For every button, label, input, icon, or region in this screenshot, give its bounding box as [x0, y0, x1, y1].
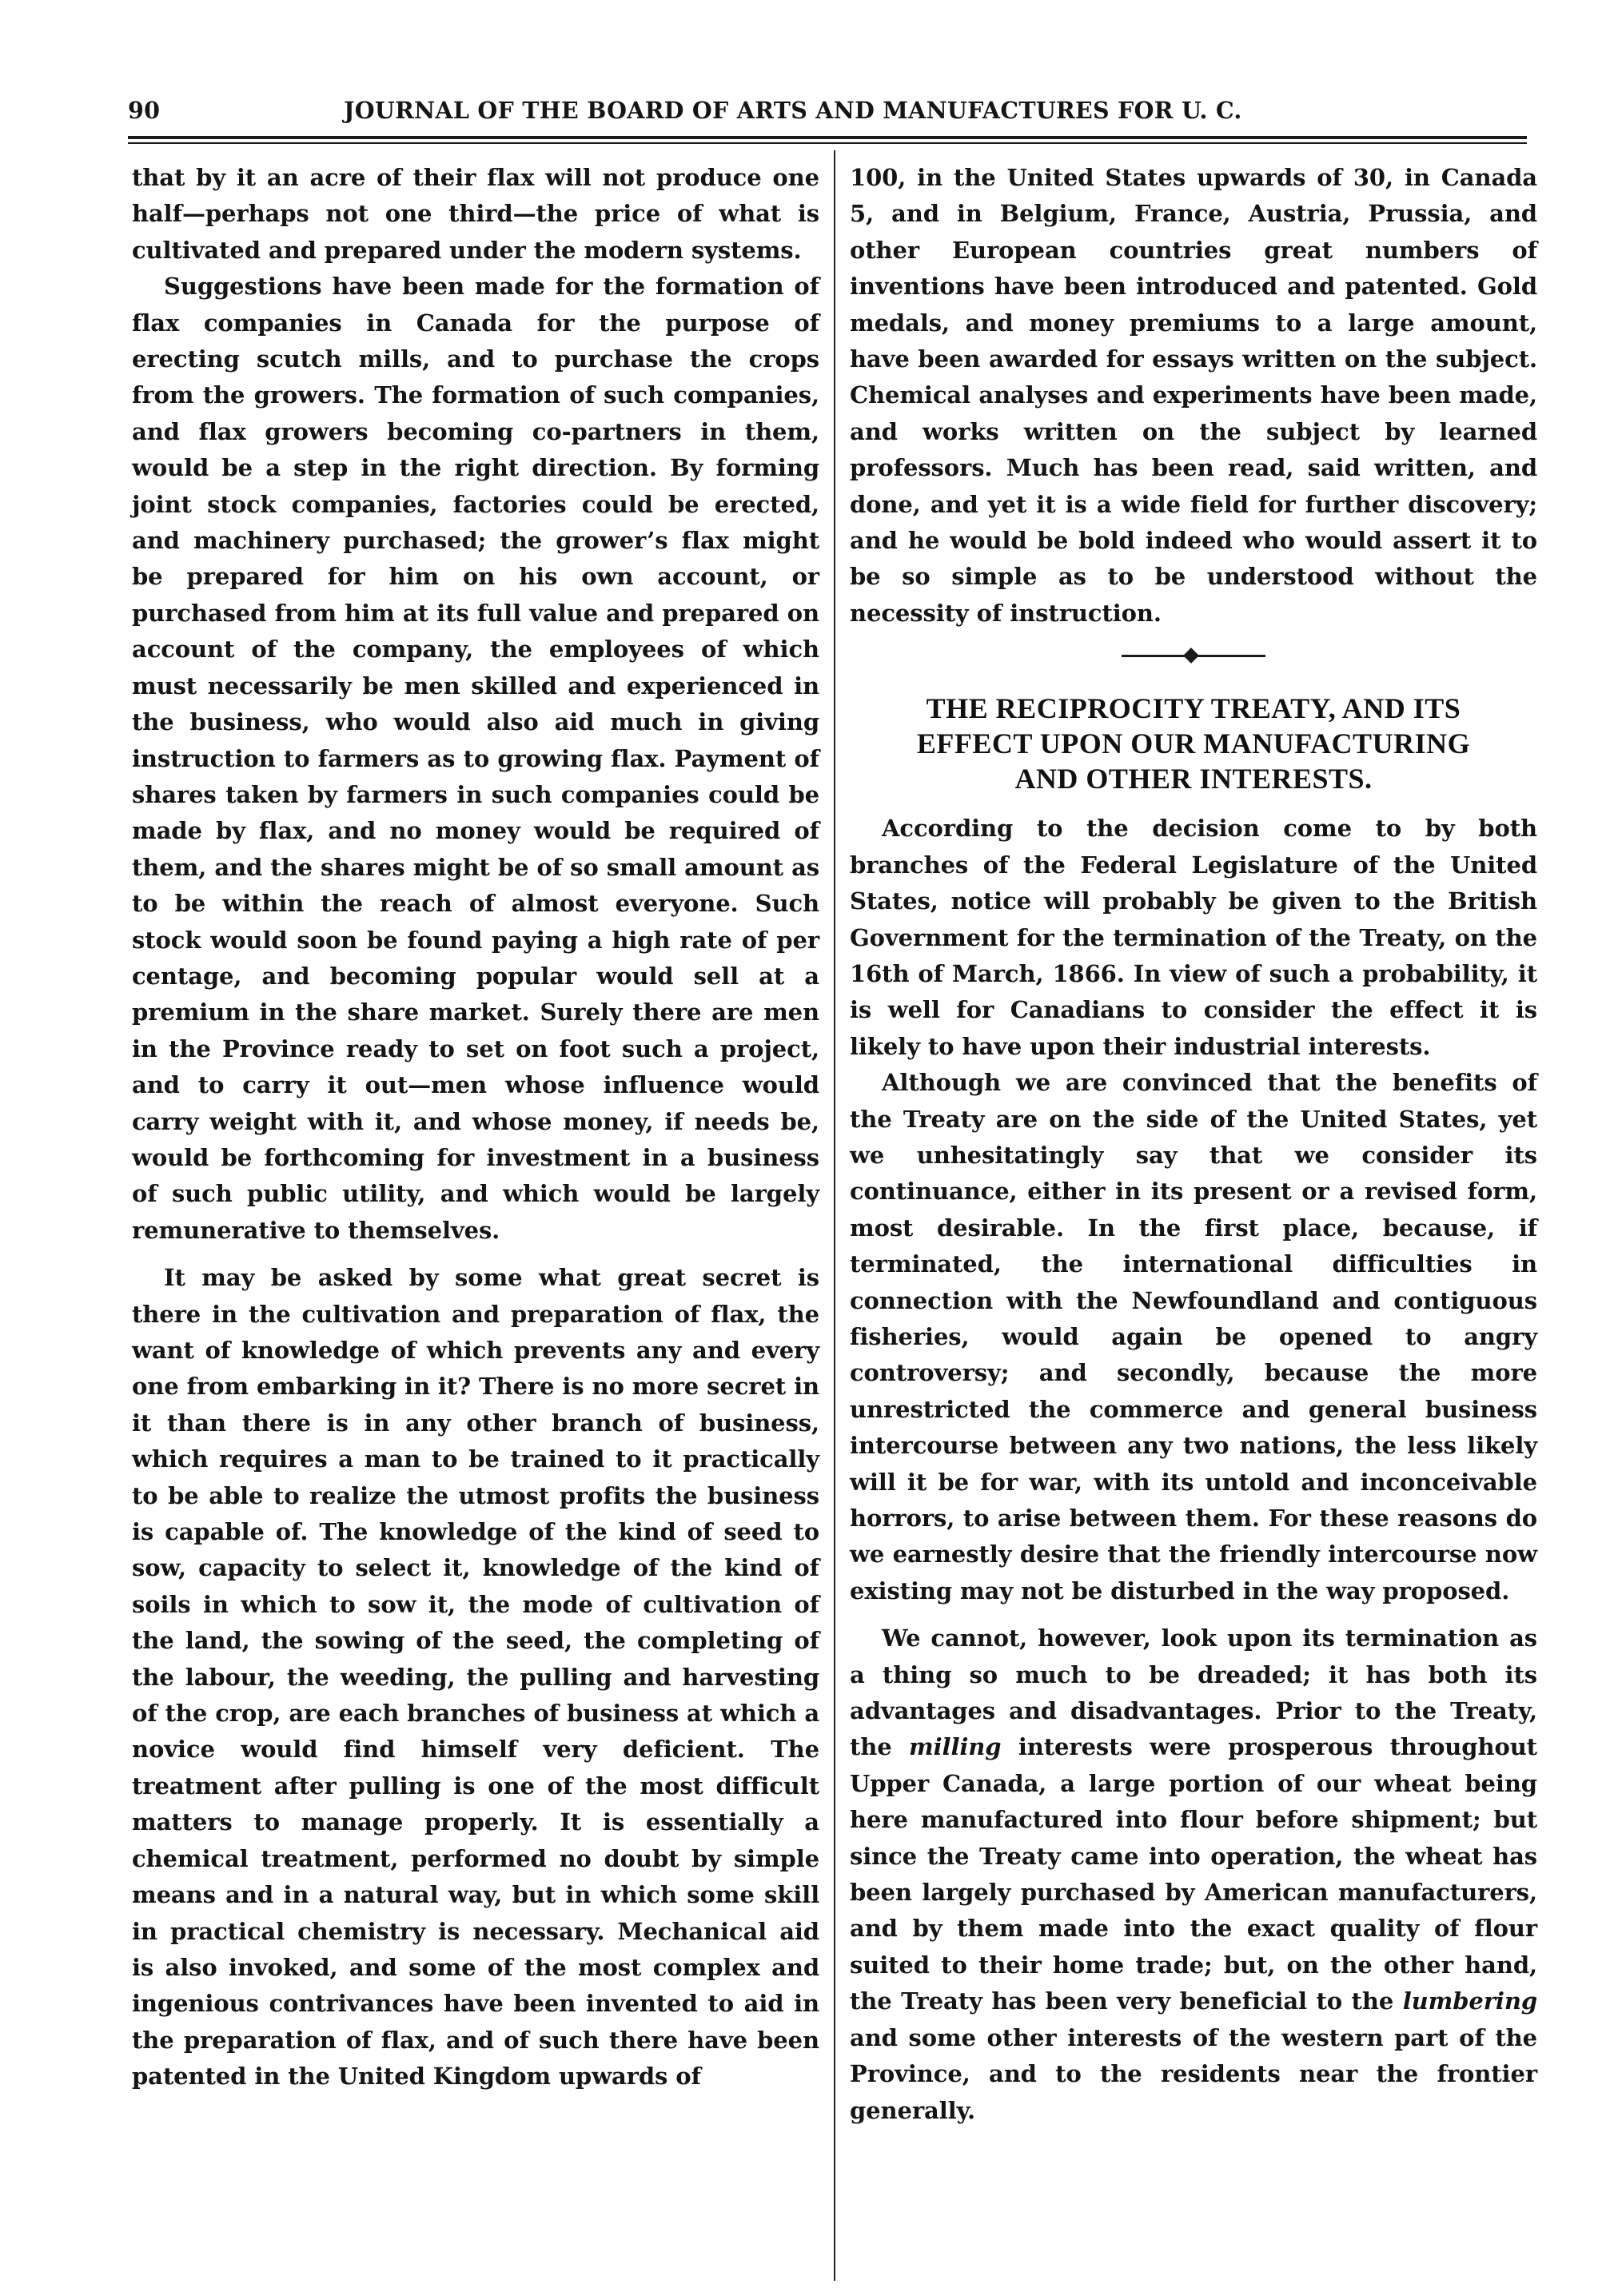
- text-run: and some other interests of the western part of the Province, and to the residents near the frontier generally.: [850, 2023, 1537, 2124]
- running-header: [122, 94, 1528, 126]
- section-title-line: AND OTHER INTERESTS.: [1014, 763, 1373, 795]
- header-rule-thick: [128, 136, 1527, 139]
- italic-term-lumbering: lumbering: [1402, 1987, 1537, 2015]
- paragraph-patents-continued: 100, in the United States upwards of 30, in Canada 5, and in Belgium, France, Austria, Prussia, and other European countries great numbers of inventions have been introduced and patented. Gold medals, and money premiums to a large amount, have been awarded for essays written on the subject. Chemical analyses and experiments have been made, and works written on the subject by learned professors. Much has been read, said written, and done, and yet it is a wide field for further discovery; and he would be bold indeed who would assert it to be so simple as to be understood without the necessity of instruction.: [850, 164, 1537, 627]
- separator-ornament: [1122, 655, 1265, 657]
- paragraph-treaty-benefits: Although we are convinced that the benefits of the Treaty are on the side of the United States, yet we unhesitatingly say that we consider its continuance, either in its present or a revised form, most desirable. In the first place, because, if terminated, the international difficulties in connection with the Newfoundland and contiguous fisheries, would again be opened to angry controversy; and secondly, because the more unrestricted the commerce and general business intercourse between any two nations, the less likely will it be for war, with its untold and inconceivable horrors, to arise between them. For these reasons do we earnestly desire that the friendly intercourse now existing may not be disturbed in the way proposed.: [850, 1069, 1537, 1604]
- italic-term-milling: milling: [909, 1733, 1002, 1761]
- paragraph-treaty-termination: [850, 1620, 1537, 2129]
- left-column: [132, 160, 819, 2095]
- column-divider: [834, 150, 835, 2281]
- text-run: interests were prosperous throughout Upper Canada, a large portion of our wheat being here manufactured into flour before shipment; but since the Treaty came into operation, the wheat has been largely purchased by American manufacturers, and by them made into the exact quality of flour suited to their home trade; but, on the other hand, the Treaty has been very beneficial to the: [850, 1733, 1537, 2015]
- paragraph-treaty-notice: According to the decision come to by both branches of the Federal Legislature of the United States, notice will probably be given to the British Government for the termination of the Treaty, on the 16th of March, 1866. In view of such a probability, it is well for Canadians to consider the effect it is likely to have upon their industrial interests.: [850, 815, 1537, 1060]
- right-column: [850, 160, 1537, 2129]
- header-rule-thin: [128, 142, 1527, 144]
- running-title: JOURNAL OF THE BOARD OF ARTS AND MANUFACTURES FOR U. C.: [344, 97, 1242, 124]
- section-title: [850, 691, 1537, 796]
- page-number: 90: [128, 97, 161, 124]
- section-separator: [850, 632, 1537, 680]
- section-title-line: THE RECIPROCITY TREATY, AND ITS: [926, 692, 1461, 725]
- paragraph-continued: that by it an acre of their flax will not produce one half—perhaps not one third—the price of what is cultivated and prepared under the modern systems.: [132, 164, 819, 264]
- paragraph-flax-secret: It may be asked by some what great secret is there in the cultivation and preparation of flax, the want of knowledge of which prevents any and every one from embarking in it? There is no more secret in it than there is in any other branch of business, which requires a man to be trained to it practically to be able to realize the utmost profits the business is capable of. The knowledge of the kind of seed to sow, capacity to select it, knowledge of the kind of soils in which to sow it, the mode of cultivation of the land, the sowing of the seed, the completing of the labour, the weeding, the pulling and harvesting of the crop, are each branches of business at which a novice would find himself very deficient. The treatment after pulling is one of the most difficult matters to manage properly. It is essentially a chemical treatment, performed no doubt by simple means and in a natural way, but in which some skill in practical chemistry is necessary. Mechanical aid is also invoked, and some of the most complex and ingenious contrivances have been invented to aid in the preparation of flax, and of such there have been patented in the United Kingdom upwards of: [132, 1264, 820, 2091]
- paragraph-flax-companies: Suggestions have been made for the formation of flax companies in Canada for the purpose of erecting scutch mills, and to purchase the crops from the growers. The formation of such companies, and flax growers becoming co-partners in them, would be a step in the right direction. By forming joint stock companies, factories could be erected, and machinery purchased; the grower’s flax might be prepared for him on his own account, or purchased from him at its full value and prepared on account of the company, the employees of which must necessarily be men skilled and experienced in the business, who would also aid much in giving instruction to farmers as to growing flax. Payment of shares taken by farmers in such companies could be made by flax, and no money would be required of them, and the shares might be of so small amount as to be within the reach of almost everyone. Such stock would soon be found paying a high rate of per centage, and becoming popular would sell at a premium in the share market. Surely there are men in the Province ready to set on foot such a project, and to carry it out—men whose influence would carry weight with it, and whose money, if needs be, would be forthcoming for investment in a business of such public utility, and which would be largely remunerative to themselves.: [132, 273, 819, 1244]
- section-title-line: EFFECT UPON OUR MANUFACTURING: [916, 727, 1471, 760]
- text-run: We cannot, however, look upon its termination as a thing so much to be dreaded; it has both its advantages and disadvantages. Prior to the Treaty, the: [850, 1624, 1537, 1761]
